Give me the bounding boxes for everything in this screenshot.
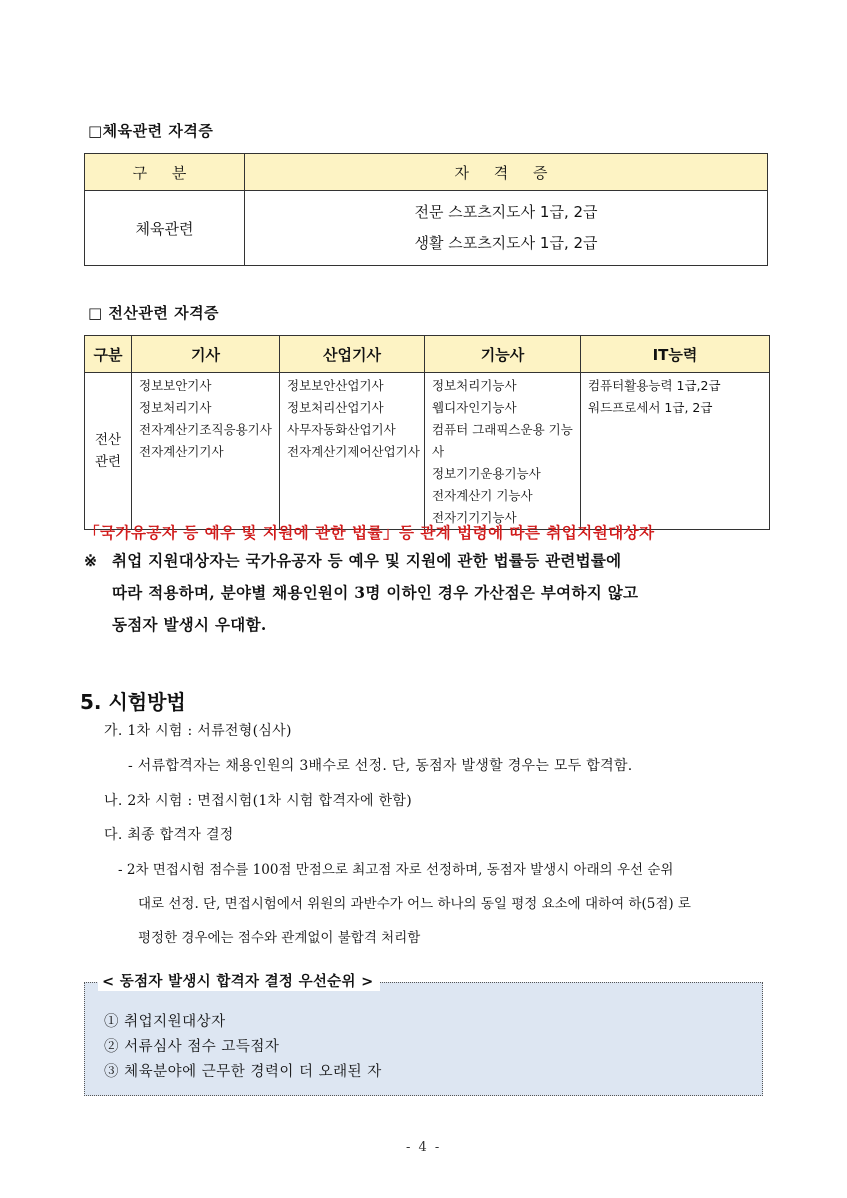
column-header-kind: 구분 <box>85 336 132 373</box>
it-ability-cert-list <box>581 373 770 530</box>
section-title: 5. 시험방법 <box>80 690 186 714</box>
priority-item: ② 서류심사 점수 고득점자 <box>104 1039 280 1055</box>
column-header-engineer: 기사 <box>132 336 280 373</box>
list-item: 컴퓨터활용능력 1급,2급 <box>588 378 721 393</box>
list-item: 정보처리기사 <box>139 400 212 415</box>
list-item: 웹디자인기능사 <box>432 400 517 415</box>
list-item: 정보처리산업기사 <box>287 400 384 415</box>
row-kind-line: 전산 <box>94 432 122 448</box>
veterans-note-line: 취업 지원대상자는 국가유공자 등 예우 및 지원에 관한 법률등 관련법률에 <box>112 551 622 570</box>
list-item: 정보기기운용기능사 <box>432 466 541 481</box>
exam-step-detail: - 서류합격자는 채용인원의 3배수로 선정. 단, 동점자 발생할 경우는 모두 합격함. <box>128 758 633 774</box>
list-item: 사무자동화산업기사 <box>287 422 396 437</box>
column-header-kind: 구 분 <box>85 154 245 191</box>
list-item: 정보보안산업기사 <box>287 378 384 393</box>
priority-item: ③ 체육분야에 근무한 경력이 더 오래된 자 <box>104 1064 382 1080</box>
list-item: 전자계산기조직응용기사 <box>139 422 272 437</box>
cert-item: 전문 스포츠지도사 1급, 2급 <box>414 203 598 221</box>
column-header-industrial-engineer: 산업기사 <box>280 336 425 373</box>
priority-item: ① 취업지원대상자 <box>104 1014 226 1030</box>
veterans-note-mark: ※ <box>84 551 98 570</box>
table-header-row <box>85 154 768 191</box>
table-row <box>85 191 768 266</box>
row-kind-it <box>85 373 132 530</box>
exam-step-first: 가. 1차 시험 : 서류전형(심사) <box>104 723 292 739</box>
exam-step-detail: 평정한 경우에는 점수와 관계없이 불합격 처리함 <box>138 930 421 946</box>
table-row <box>85 373 770 530</box>
exam-step-second: 나. 2차 시험 : 면접시험(1차 시험 합격자에 한함) <box>104 793 412 809</box>
cert-list <box>245 191 768 266</box>
engineer-cert-list <box>132 373 280 530</box>
it-cert-heading: □ 전산관련 자격증 <box>88 304 220 322</box>
industrial-engineer-cert-list <box>280 373 425 530</box>
veterans-note-line: 동점자 발생시 우대함. <box>112 615 267 634</box>
table-header-row <box>85 336 770 373</box>
row-kind-line: 관련 <box>94 454 122 470</box>
sports-cert-heading: □체육관련 자격증 <box>88 122 214 140</box>
cert-item: 생활 스포츠지도사 1급, 2급 <box>414 234 598 252</box>
column-header-cert: 자 격 증 <box>245 154 768 191</box>
list-item: 전자기기기능사 <box>432 510 517 525</box>
exam-step-detail: 대로 선정. 단, 면접시험에서 위원의 과반수가 어느 하나의 동일 평정 요소에 대하여 하(5점) 로 <box>138 896 691 912</box>
exam-step-final: 다. 최종 합격자 결정 <box>104 827 234 843</box>
list-item: 정보처리기능사 <box>432 378 517 393</box>
page-number: - 4 - <box>406 1140 442 1155</box>
veterans-note-line: 따라 적용하며, 분야별 채용인원이 3명 이하인 경우 가산점은 부여하지 않고 <box>112 583 639 602</box>
column-header-it-ability: IT능력 <box>581 336 770 373</box>
veterans-law-line: 「국가유공자 등 예우 및 지원에 관한 법률」등 관계 법령에 따른 취업지원대상자 <box>84 523 655 542</box>
list-item: 전자계산기기사 <box>139 444 224 459</box>
list-item: 워드프로세서 1급, 2급 <box>588 400 713 415</box>
row-kind-sports: 체육관련 <box>85 191 245 266</box>
exam-step-detail: - 2차 면접시험 점수를 100점 만점으로 최고점 자로 선정하며, 동점자 발생시 아래의 우선 순위 <box>118 862 674 878</box>
sports-cert-table <box>84 153 768 266</box>
priority-box-title: < 동점자 발생시 합격자 결정 우선순위 > <box>98 970 380 991</box>
list-item: 전자계산기 기능사 <box>432 488 533 503</box>
column-header-craftsman: 기능사 <box>425 336 581 373</box>
list-item: 전자계산기제어산업기사 <box>287 444 420 459</box>
list-item: 정보보안기사 <box>139 378 212 393</box>
craftsman-cert-list <box>425 373 581 530</box>
list-item: 컴퓨터 그래픽스운용 기능사 <box>432 422 573 459</box>
it-cert-table <box>84 335 770 530</box>
